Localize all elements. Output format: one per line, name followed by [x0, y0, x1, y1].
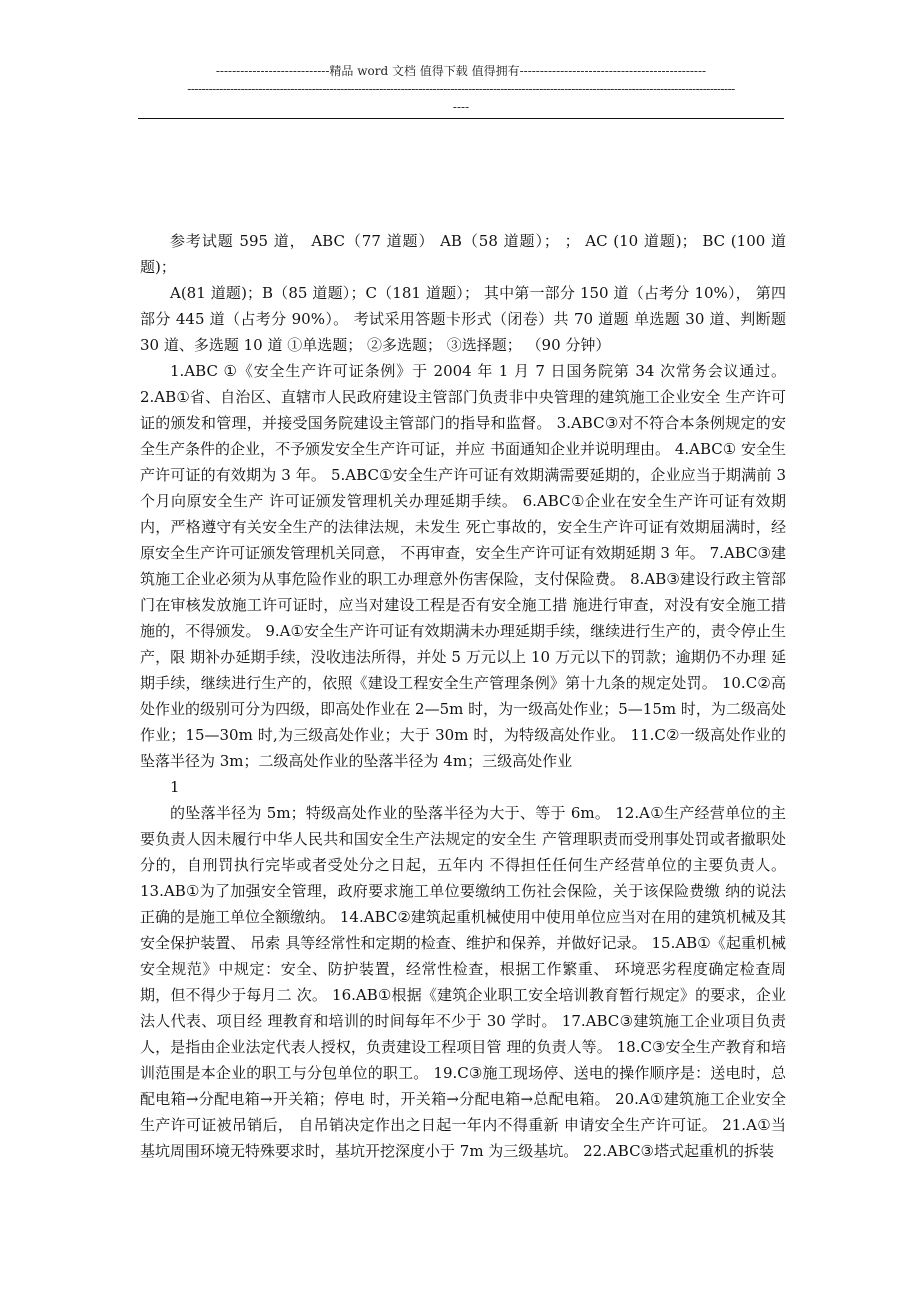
page-header [138, 62, 784, 116]
header-dash-tail: ---- [452, 100, 470, 114]
header-dash-line: ---------------------------------------------------------------------------------------------------------------------------------------------------------- [187, 82, 735, 96]
questions-paragraph-1: 1.ABC ①《安全生产许可证条例》于 2004 年 1 月 7 日国务院第 34 次常务会议通过。 2.AB①省、自治区、直辖市人民政府建设主管部门负责非中央管理的建筑施工企业安全 生产许可证的颁发和管理，并接受国务院建设主管部门的指导和监督。 3.ABC③对不符合本条例规定的安全生产条件的企业，不予颁发安全生产许可证，并应 书面通知企业并说明理由。 4.ABC① 安全生产许可证的有效期为 3 年。 5.ABC①安全生产许可证有效期满需要延期的，企业应当于期满前 3 个月向原安全生产 许可证颁发管理机关办理延期手续。 6.ABC①企业在安全生产许可证有效期内，严格遵守有关安全生产的法律法规，未发生 死亡事故的，安全生产许可证有效期届满时，经原安全生产许可证颁发管理机关同意， 不再审查，安全生产许可证有效期延期 3 年。 7.ABC③建筑施工企业必须为从事危险作业的职工办理意外伤害保险，支付保险费。 8.AB③建设行政主管部门在审核发放施工许可证时，应当对建设工程是否有安全施工措 施进行审查，对没有安全施工措施的，不得颁发。 9.A①安全生产许可证有效期满未办理延期手续，继续进行生产的，责令停止生产，限 期补办延期手续，没收违法所得，并处 5 万元以上 10 万元以下的罚款；逾期仍不办理 延期手续，继续进行生产的，依照《建设工程安全生产管理条例》第十九条的规定处罚。 10.C②高处作业的级别可分为四级，即高处作业在 2—5m 时，为一级高处作业；5—15m 时，为二级高处作业；15—30m 时,为三级高处作业；大于 30m 时，为特级高处作业。 11.C②一级高处作业的坠落半径为 3m；二级高处作业的坠落半径为 4m；三级高处作业 [140, 362, 786, 770]
document-body [140, 228, 786, 1164]
header-rule [138, 118, 784, 119]
intro-paragraph-2: A(81 道题)；B（85 道题）；C（181 道题）； 其中第一部分 150 道（占考分 10%）， 第四部分 445 道（占考分 90%）。 考试采用答题卡形式（闭卷）共 70 道题 单选题 30 道、判断题 30 道、多选题 10 道 ①单选题； ②多选题； ③选择题； （90 分钟） [140, 284, 786, 354]
intro-paragraph-1: 参考试题 595 道， ABC（77 道题） AB（58 道题）； ； AC (10 道题)； BC (100 道题)； [140, 232, 786, 276]
page-number: 1 [170, 778, 180, 796]
header-banner: ----------------------------精品 word 文档 值得下载 值得拥有---------------------------------------------- [215, 64, 707, 78]
questions-paragraph-2: 的坠落半径为 5m；特级高处作业的坠落半径为大于、等于 6m。 12.A①生产经营单位的主要负责人因未履行中华人民共和国安全生产法规定的安全生 产管理职责而受刑事处罚或者撤职处分的，自刑罚执行完毕或者受处分之日起，五年内 不得担任任何生产经营单位的主要负责人。 13.AB①为了加强安全管理，政府要求施工单位要缴纳工伤社会保险，关于该保险费缴 纳的说法正确的是施工单位全额缴纳。 14.ABC②建筑起重机械使用中使用单位应当对在用的建筑机械及其安全保护装置、 吊索 具等经常性和定期的检查、维护和保养，并做好记录。 15.AB①《起重机械安全规范》中规定：安全、防护装置，经常性检查，根据工作繁重、 环境恶劣程度确定检查周期，但不得少于每月二 次。 16.AB①根据《建筑企业职工安全培训教育暂行规定》的要求，企业法人代表、项目经 理教育和培训的时间每年不少于 30 学时。 17.ABC③建筑施工企业项目负责人，是指由企业法定代表人授权，负责建设工程项目管 理的负责人等。 18.C③安全生产教育和培训范围是本企业的职工与分包单位的职工。 19.C③施工现场停、送电的操作顺序是：送电时，总配电箱→分配电箱→开关箱；停电 时，开关箱→分配电箱→总配电箱。 20.A①建筑施工企业安全生产许可证被吊销后， 自吊销决定作出之日起一年内不得重新 申请安全生产许可证。 21.A①当基坑周围环境无特殊要求时，基坑开挖深度小于 7m 为三级基坑。 22.ABC③塔式起重机的拆装 [140, 804, 786, 1160]
